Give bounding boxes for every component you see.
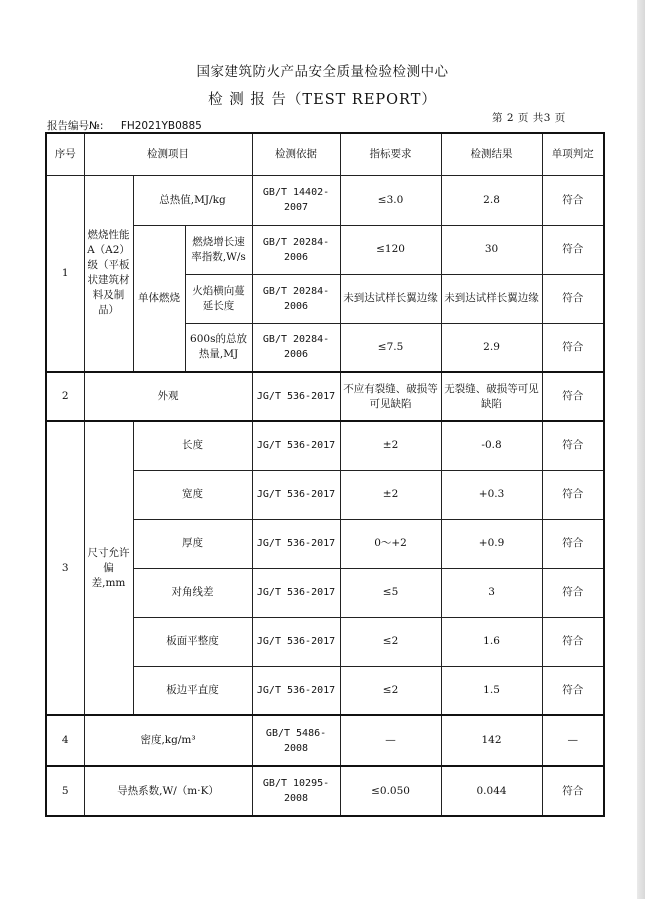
category-cell: 尺寸允许偏差,mm [84,421,133,715]
seq-cell: 3 [46,421,84,715]
report-number-label: 报告编号№: [47,120,104,132]
result-cell: 1.6 [441,617,542,666]
report-title: 检 测 报 告（TEST REPORT） [208,92,437,108]
verdict-cell: 符合 [542,666,604,715]
requirement-cell: ±2 [340,470,441,519]
verdict-cell: 符合 [542,568,604,617]
table-row [46,766,604,816]
seq-cell: 1 [46,175,84,372]
result-cell: 142 [441,715,542,766]
page-info: 第 2 页 共3 页 [492,112,566,124]
basis-cell: JG/T 536-2017 [252,666,340,715]
requirement-cell: 0～+2 [340,519,441,568]
result-cell: 30 [441,225,542,274]
basis-cell: JG/T 536-2017 [252,568,340,617]
table-row [46,715,604,766]
requirement-cell: ≤2 [340,617,441,666]
item-cell: 板边平直度 [133,666,252,715]
result-cell: 2.9 [441,323,542,372]
item-cell: 燃烧增长速率指数,W/s [185,225,252,274]
item-cell: 外观 [84,372,252,421]
verdict-cell: 符合 [542,225,604,274]
verdict-cell: 符合 [542,617,604,666]
basis-cell: JG/T 536-2017 [252,617,340,666]
basis-cell: JG/T 536-2017 [252,519,340,568]
verdict-cell: 符合 [542,372,604,421]
result-cell: 未到达试样长翼边缘 [441,274,542,323]
item-cell: 600s的总放热量,MJ [185,323,252,372]
item-cell: 导热系数,W/（m·K） [84,766,252,816]
header-seq: 序号 [46,133,84,175]
verdict-cell: 符合 [542,470,604,519]
basis-cell: GB/T 10295-2008 [252,766,340,816]
requirement-cell: ±2 [340,421,441,470]
item-cell: 宽度 [133,470,252,519]
table-row [46,175,604,225]
subgroup-cell: 单体燃烧 [133,225,185,372]
basis-cell: JG/T 536-2017 [252,421,340,470]
page-edge [637,0,645,899]
item-cell: 火焰横向蔓延长度 [185,274,252,323]
table-row [46,421,604,470]
verdict-cell: 符合 [542,175,604,225]
seq-cell: 4 [46,715,84,766]
report-number [47,118,202,133]
requirement-cell: ≤2 [340,666,441,715]
header-verdict: 单项判定 [542,133,604,175]
verdict-cell: — [542,715,604,766]
table-header-row [46,133,604,175]
seq-cell: 2 [46,372,84,421]
header-item: 检测项目 [84,133,252,175]
verdict-cell: 符合 [542,421,604,470]
verdict-cell: 符合 [542,766,604,816]
item-cell: 板面平整度 [133,617,252,666]
test-report-table [45,132,605,817]
result-cell: 3 [441,568,542,617]
result-cell: 2.8 [441,175,542,225]
item-cell: 长度 [133,421,252,470]
requirement-cell: 未到达试样长翼边缘 [340,274,441,323]
verdict-cell: 符合 [542,519,604,568]
result-cell: +0.3 [441,470,542,519]
header-basis: 检测依据 [252,133,340,175]
result-cell: 无裂缝、破损等可见缺陷 [441,372,542,421]
basis-cell: JG/T 536-2017 [252,470,340,519]
item-cell: 对角线差 [133,568,252,617]
basis-cell: GB/T 20284-2006 [252,323,340,372]
requirement-cell: ≤3.0 [340,175,441,225]
basis-cell: GB/T 20284-2006 [252,225,340,274]
basis-cell: GB/T 20284-2006 [252,274,340,323]
result-cell: 1.5 [441,666,542,715]
header-requirement: 指标要求 [340,133,441,175]
item-cell: 厚度 [133,519,252,568]
basis-cell: GB/T 5486-2008 [252,715,340,766]
verdict-cell: 符合 [542,323,604,372]
verdict-cell: 符合 [542,274,604,323]
result-cell: +0.9 [441,519,542,568]
requirement-cell: — [340,715,441,766]
table-row [46,372,604,421]
requirement-cell: ≤120 [340,225,441,274]
result-cell: -0.8 [441,421,542,470]
result-cell: 0.044 [441,766,542,816]
requirement-cell: ≤0.050 [340,766,441,816]
seq-cell: 5 [46,766,84,816]
report-number-value: FH2021YB0885 [120,120,202,132]
requirement-cell: ≤7.5 [340,323,441,372]
org-title: 国家建筑防火产品安全质量检验检测中心 [196,64,449,80]
item-cell: 密度,kg/m³ [84,715,252,766]
item-cell: 总热值,MJ/kg [133,175,252,225]
category-cell: 燃烧性能A（A2）级（平板状建筑材料及制品） [84,175,133,372]
requirement-cell: ≤5 [340,568,441,617]
header-result: 检测结果 [441,133,542,175]
requirement-cell: 不应有裂缝、破损等可见缺陷 [340,372,441,421]
basis-cell: JG/T 536-2017 [252,372,340,421]
basis-cell: GB/T 14402-2007 [252,175,340,225]
